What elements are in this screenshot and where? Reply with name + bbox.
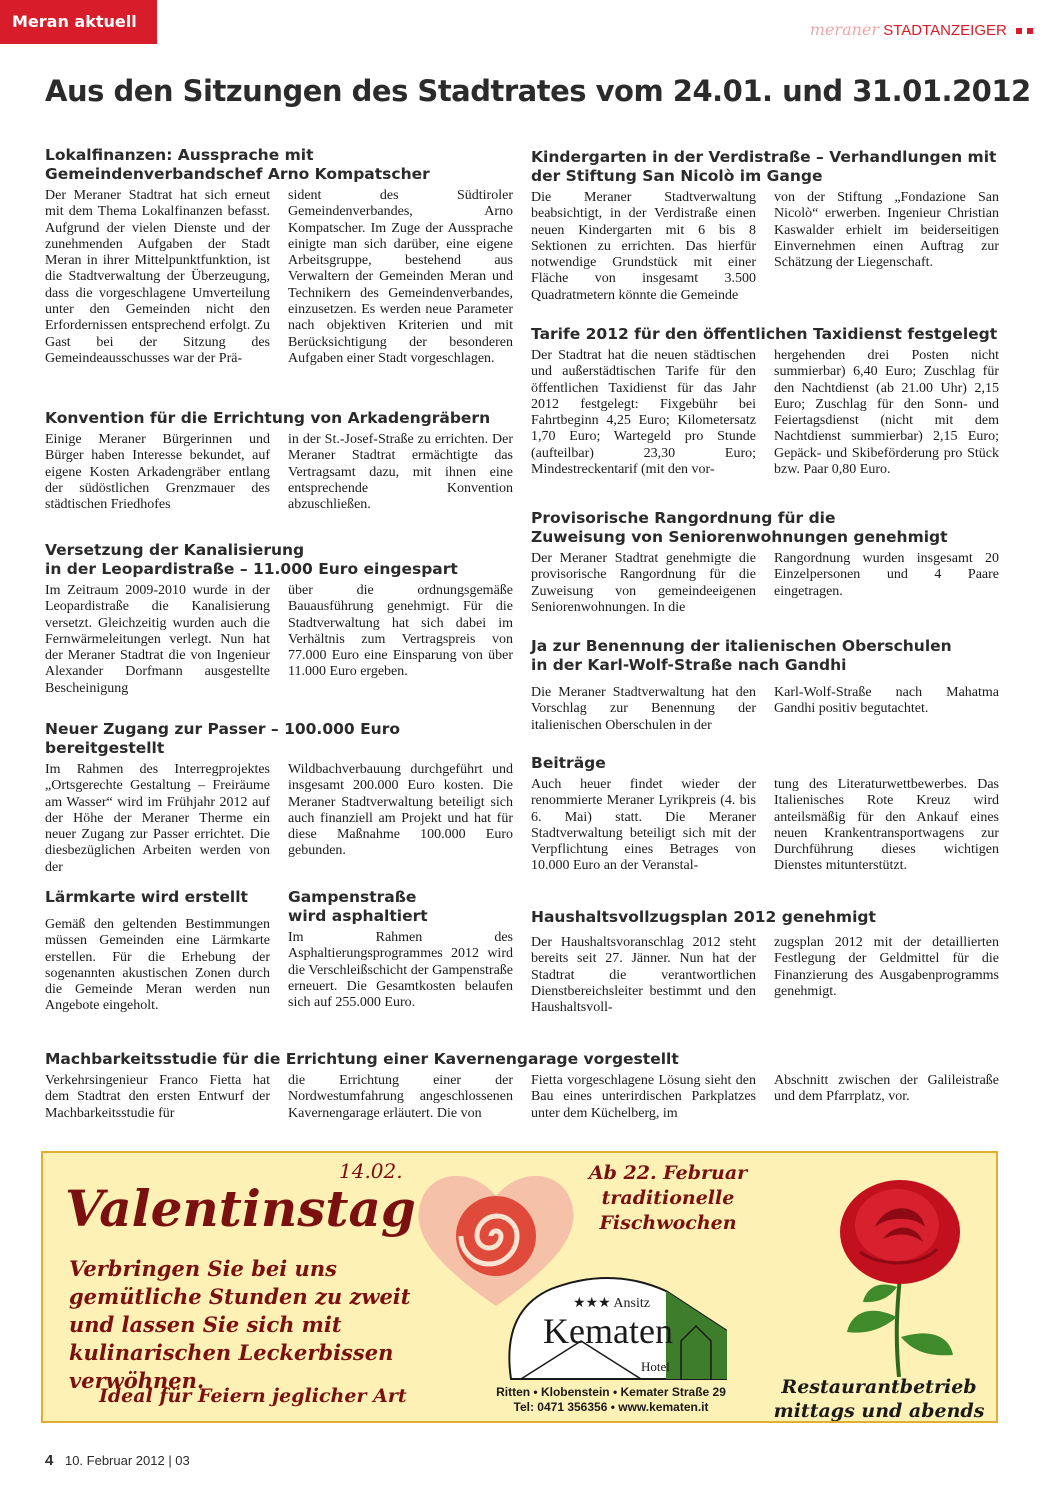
article-tarife (531, 325, 999, 478)
brand-caps: STADTANZEIGER (883, 22, 1007, 39)
ad-date: 14.02. (339, 1159, 403, 1183)
article-text: Die Meraner Stadtverwaltung beabsichtigt, in der Verdistraße einen neuen Kindergarten mit 6 bis 8 Sektionen zu errichten. Das hierfür notwendige Grundstück mit einer Fläche von insgesamt 3.500 Quadratmetern könnte die Gemeinde (531, 190, 756, 303)
article-text: Der Meraner Stadtrat genehmigte die provisorische Rangordnung für die Zuweisung von gemeindeeigenen Seniorenwohnungen. In die (531, 551, 756, 615)
article-kindergarten (531, 148, 999, 304)
article-headline: Versetzung der Kanalisierung in der Leopardistraße – 11.000 Euro eingespart (45, 541, 458, 578)
publication-brand (810, 20, 1033, 39)
article-headline: Konvention für die Errichtung von Arkadengräbern (45, 409, 491, 427)
article-headline: Haushaltsvollzugsplan 2012 genehmigt (531, 908, 876, 926)
ad-invitation: Verbringen Sie bei uns gemütliche Stunden zu zweit und lassen Sie sich mit kulinarischen Leckerbissen verwöhnen. (69, 1256, 411, 1393)
article-kaverne (45, 1050, 999, 1122)
page-footer (45, 1452, 190, 1469)
logo-hotel: Hotel (641, 1359, 670, 1374)
article-headline: Lokalfinanzen: Aussprache mit Gemeindenverbandschef Arno Kompatscher (45, 146, 430, 183)
logo-name: Kematen (543, 1311, 673, 1351)
page-title: Aus den Sitzungen des Stadtrates vom 24.01. und 31.01.2012 (45, 74, 1031, 108)
article-oberschulen (531, 637, 999, 734)
article-text: über die ordnungsgemäße Bauausführung genehmigt. Für die Stadtverwaltung hat sich dabei im Verhältnis zum Vertragspreis von 77.000 Euro eine Einsparung von über 11.000 Euro ergeben. (288, 583, 513, 680)
article-konvention (45, 409, 513, 513)
page-number: 4 (45, 1452, 54, 1469)
article-text: Fietta vorgeschlagene Lösung sieht den Bau eines unterirdischen Parkplatzes unter dem Küchelberg, im (531, 1073, 756, 1121)
brand-cursive: meraner (809, 20, 880, 39)
article-headline: Machbarkeitsstudie für die Errichtung einer Kavernengarage vorgestellt (45, 1050, 679, 1068)
article-text: tung des Literaturwettbewerbes. Das Italienisches Rote Kreuz wird anteilsmäßig für den Ankauf eines neuen Krankentransportwagens zur Durchführung dieses wichtigen Dienstes mitunterstützt. (774, 777, 999, 874)
article-passer (45, 720, 513, 876)
brand-square-icon (1027, 28, 1033, 34)
article-headline: Ja zur Benennung der italienischen Oberschulen in der Karl-Wolf-Straße nach Gandhi (531, 637, 952, 674)
article-text: Der Haushaltsvoranschlag 2012 steht bereits seit 27. Jänner. Nun hat der Stadtrat die verantwortlichen Dienstbereichsleiter bestimmt und den Haushaltsvoll- (531, 935, 756, 1016)
article-headline: Gampenstraße wird asphaltiert (288, 888, 428, 925)
article-headline: Neuer Zugang zur Passer – 100.000 Euro bereitgestellt (45, 720, 400, 757)
article-text: Karl-Wolf-Straße nach Mahatma Gandhi positiv begutachtet. (774, 685, 999, 717)
article-text: Abschnitt zwischen der Galileistraße und dem Pfarrplatz, vor. (774, 1073, 999, 1105)
ad-tagline: Ideal für Feiern jeglicher Art (99, 1385, 407, 1407)
brand-square-icon (1016, 28, 1022, 34)
article-haushalt (531, 908, 999, 1016)
article-headline: Lärmkarte wird erstellt (45, 888, 248, 906)
article-text: Im Zeitraum 2009-2010 wurde in der Leopardistraße die Kanalisierung versetzt. Gleichzeitig wurden auch die Fernwärmeleitungen verlegt. Nun hat der Meraner Stadtrat die von Ingenieur Alexander Dorfmann ausgestellte Bescheinigung (45, 583, 270, 696)
ad-fischwochen: Ab 22. Februar traditionelle Fischwochen (588, 1162, 748, 1234)
article-text: von der Stiftung „Fondazione San Nicolò“ erwerben. Ingenieur Christian Kaswalder erhielt im beiderseitigen Einvernehmen einen Auftrag zur Schätzung der Liegenschaft. (774, 190, 999, 271)
article-text: sident des Südtiroler Gemeindenverbandes, Arno Kompatscher. Im Zuge der Aussprache einigte man sich darüber, eine eigene Arbeitsgruppe, bestehend aus Verwaltern der Gemeinden Meran und Technikern des Gemeindenverbandes, einzusetzen. Es werden neue Parameter nach objektiven Kriterien und mit Berücksichtigung der besonderen Aufgaben einer Stadt vorgeschlagen. (288, 188, 513, 366)
rose-icon (825, 1167, 975, 1377)
article-text: Verkehrsingenieur Franco Fietta hat dem Stadtrat den ersten Entwurf der Machbarkeitsstudie für (45, 1073, 270, 1121)
article-text: in der St.-Josef-Straße zu errichten. Der Meraner Stadtrat ermächtigte das Vertragsamt dazu, mit ihnen eine entsprechende Konvention abzuschließen. (288, 432, 513, 513)
article-kanalisierung (45, 541, 513, 697)
article-text: Die Meraner Stadtverwaltung hat den Vorschlag zur Benennung der italienischen Oberschulen in der (531, 685, 756, 733)
article-text: Einige Meraner Bürgerinnen und Bürger haben Interesse bekundet, auf eigene Kosten Arkadengräber entlang der südöstlichen Grenzmauer des städtischen Friedhofes (45, 432, 270, 513)
article-headline: Kindergarten in der Verdistraße – Verhandlungen mit der Stiftung San Nicolò im Gange (531, 148, 997, 185)
article-headline: Tarife 2012 für den öffentlichen Taxidienst festgelegt (531, 325, 998, 343)
article-text: Wildbachverbauung durchgeführt und insgesamt 200.000 Euro kosten. Die Meraner Stadtverwaltung beteiligt sich auch finanziell am Projekt und hat für diese Maßnahme 100.000 Euro gebunden. (288, 762, 513, 859)
issue-date: 10. Februar 2012 | 03 (64, 1453, 190, 1468)
article-text: Der Meraner Stadtrat hat sich erneut mit dem Thema Lokalfinanzen befasst. Aufgrund der vielen Dienste und der zunehmenden Aufgaben der Stadt Meran in ihrer Mittelpunktfunktion, ist die Stadtverwaltung der Überzeugung, dass die vorgeschlagene Umverteilung unter den Gemeinden nicht den Erfordernissen entsprechend erfolgt. Zu Gast bei der Sitzung des Gemeindeausschusses war der Prä- (45, 188, 270, 366)
article-text: Im Rahmen des Asphaltierungsprogrammes 2012 wird die Verschleißschicht der Gampenstraße erneuert. Die Gesamtkosten belaufen sich auf 255.000 Euro. (288, 930, 513, 1011)
ad-headline: Valentinstag (65, 1179, 416, 1238)
article-text: die Errichtung einer der Nordwestumfahrung angeschlossenen Kavernengarage erläutert. Die von (288, 1073, 513, 1121)
article-headline: Provisorische Rangordnung für die Zuweisung von Seniorenwohnungen genehmigt (531, 509, 948, 546)
article-lokalfinanzen (45, 146, 513, 367)
article-text: hergehenden drei Posten nicht summierbar) 6,40 Euro; Zuschlag für den Nachtdienst (ab 21.00 Uhr) 2,15 Euro; Zuschlag für den Sonn- und Feiertagsdienst (nicht mit dem Nachtdienst summierbar) 2,15 Euro; Gepäck- und Skibeförderung pro Stück bzw. Paar 0,80 Euro. (774, 348, 999, 478)
advertisement-kematen (41, 1151, 998, 1423)
ad-restaurant: Restaurantbetrieb mittags und abends (773, 1376, 985, 1422)
article-text: Im Rahmen des Interregprojektes „Ortsgerechte Gestaltung – Freiräume am Wasser“ wird im Frühjahr 2012 auf der Höhe der Meraner Therme ein neuer Zugang zur Passer errichtet. Die diesbezüglichen Arbeiten werden von der (45, 762, 270, 875)
logo-stars: ★★★ Ansitz (573, 1296, 650, 1311)
article-rangordnung (531, 509, 999, 616)
article-text: Auch heuer findet wieder der renommierte Meraner Lyrikpreis (4. bis 6. Mai) statt. Die Meraner Stadtverwaltung beteiligt sich mit der Verpflichtung eines Betrages von 10.000 Euro an der Veranstal- (531, 777, 756, 874)
article-headline: Beiträge (531, 754, 606, 772)
kematen-logo (491, 1271, 727, 1387)
article-text: Rangordnung wurden insgesamt 20 Einzelpersonen und 4 Paare eingetragen. (774, 551, 999, 599)
article-gampenstrasse (288, 888, 513, 1011)
article-text: Der Stadtrat hat die neuen städtischen und außerstädtischen Tarife für den öffentlichen Taxidienst für das Jahr 2012 festgelegt: Fixgebühr bei Fahrtbeginn 4,25 Euro; Kilometersatz 1,70 Euro; Wartegeld pro Stunde (aufteilbar) 23,30 Euro; Mindestreckentarif (mit den vor- (531, 348, 756, 478)
article-laermkarte (45, 888, 270, 1015)
section-tag: Meran aktuell (0, 0, 157, 44)
ad-address: Ritten • Klobenstein • Kemater Straße 29 Tel: 0471 356356 • www.kematen.it (496, 1385, 726, 1414)
article-text: Gemäß den geltenden Bestimmungen müssen Gemeinden eine Lärmkarte erstellen. Für die Erhebung der sogenannten akustischen Zonen durch die Gemeinde Meran werden nun Angebote eingeholt. (45, 917, 270, 1014)
article-text: zugsplan 2012 mit der detaillierten Festlegung der Geldmittel für die Finanzierung des Ausgabenprogramms genehmigt. (774, 935, 999, 999)
article-beitraege (531, 754, 999, 875)
